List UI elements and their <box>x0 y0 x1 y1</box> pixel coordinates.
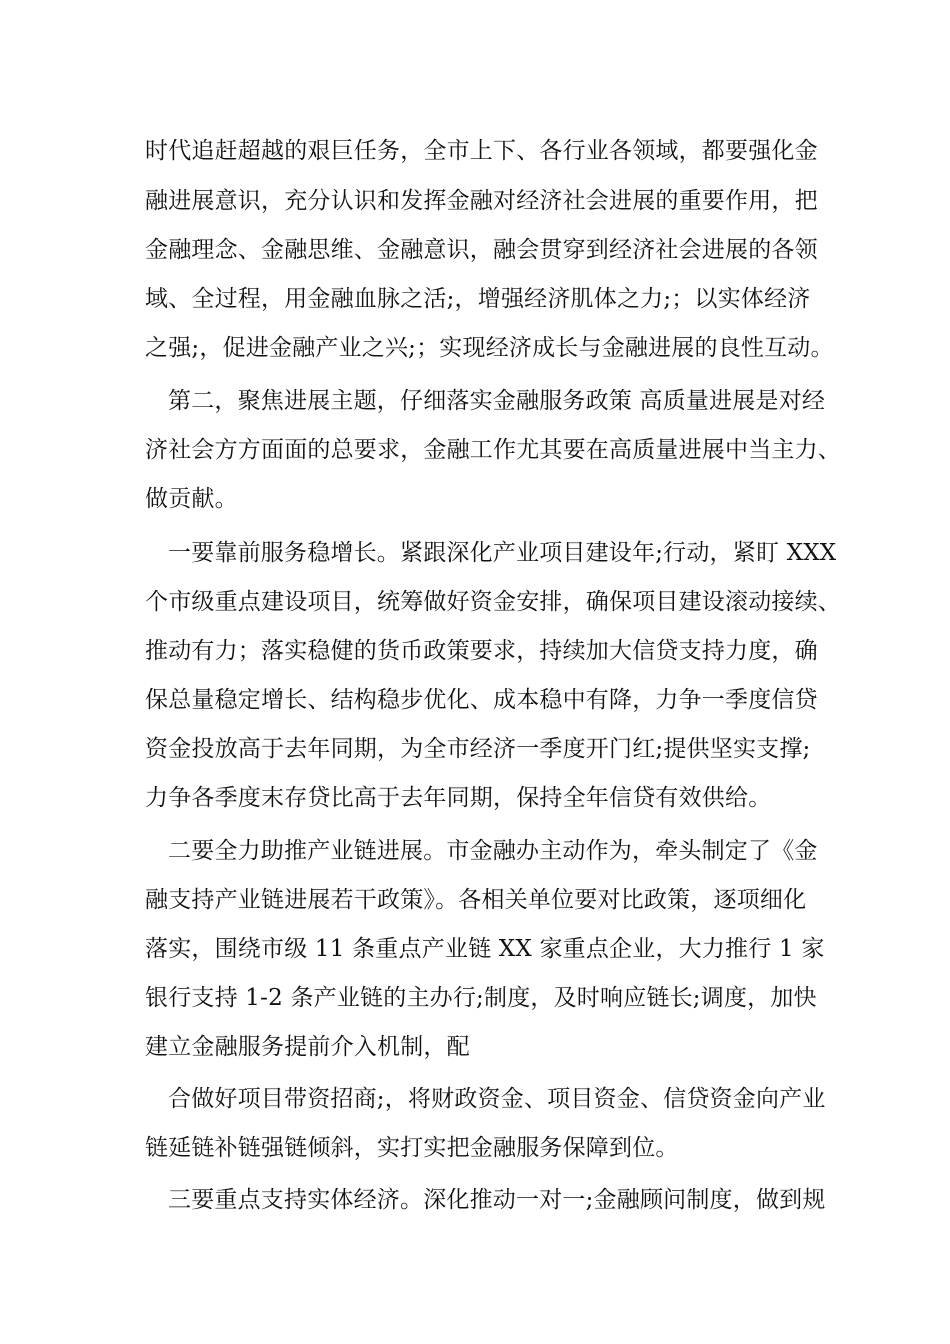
text-line: 金融理念、金融思维、金融意识，融会贯穿到经济社会进展的各领 <box>145 237 818 263</box>
text-line: 落实，围绕市级 11 条重点产业链 XX 家重点企业，大力推行 1 家 <box>145 936 825 962</box>
text-line: 保总量稳定增长、结构稳步优化、成本稳中有降，力争一季度信贷 <box>145 687 818 713</box>
text-line: 一要靠前服务稳增长。紧跟深化产业项目建设年;行动，紧盯 XXX <box>168 540 837 566</box>
text-line: 资金投放高于去年同期，为全市经济一季度开门红;提供坚实支撑; <box>145 736 811 762</box>
text-line: 推动有力；落实稳健的货币政策要求，持续加大信贷支持力度，确 <box>145 638 818 664</box>
text-line: 个市级重点建设项目，统筹做好资金安排，确保项目建设滚动接续、 <box>145 589 841 615</box>
text-line: 做贡献。 <box>145 486 238 512</box>
text-line: 之强;，促进金融产业之兴;；实现经济成长与金融进展的良性互动。 <box>145 335 834 361</box>
text-line: 融支持产业链进展若干政策》。各相关单位要对比政策，逐项细化 <box>145 887 807 913</box>
text-line: 第二，聚焦进展主题，仔细落实金融服务政策 高质量进展是对经 <box>168 388 826 414</box>
text-line: 融进展意识，充分认识和发挥金融对经济社会进展的重要作用，把 <box>145 188 818 214</box>
text-line: 合做好项目带资招商;，将财政资金、项目资金、信贷资金向产业 <box>168 1086 826 1112</box>
text-line: 力争各季度末存贷比高于去年同期，保持全年信贷有效供给。 <box>145 785 772 811</box>
text-line: 域、全过程，用金融血脉之活;，增强经济肌体之力;；以实体经济 <box>145 286 811 312</box>
text-line: 银行支持 1-2 条产业链的主办行;制度，及时响应链长;调度，加快 <box>145 985 817 1011</box>
text-line: 济社会方方面面的总要求，金融工作尤其要在高质量进展中当主力、 <box>145 437 841 463</box>
text-line: 二要全力助推产业链进展。市金融办主动作为，牵头制定了《金 <box>168 838 818 864</box>
text-line: 建立金融服务提前介入机制，配 <box>145 1034 470 1060</box>
text-line: 三要重点支持实体经济。深化推动一对一;金融顾问制度，做到规 <box>168 1187 826 1213</box>
text-line: 时代追赶超越的艰巨任务，全市上下、各行业各领域，都要强化金 <box>145 138 818 164</box>
text-line: 链延链补链强链倾斜，实打实把金融服务保障到位。 <box>145 1135 679 1161</box>
